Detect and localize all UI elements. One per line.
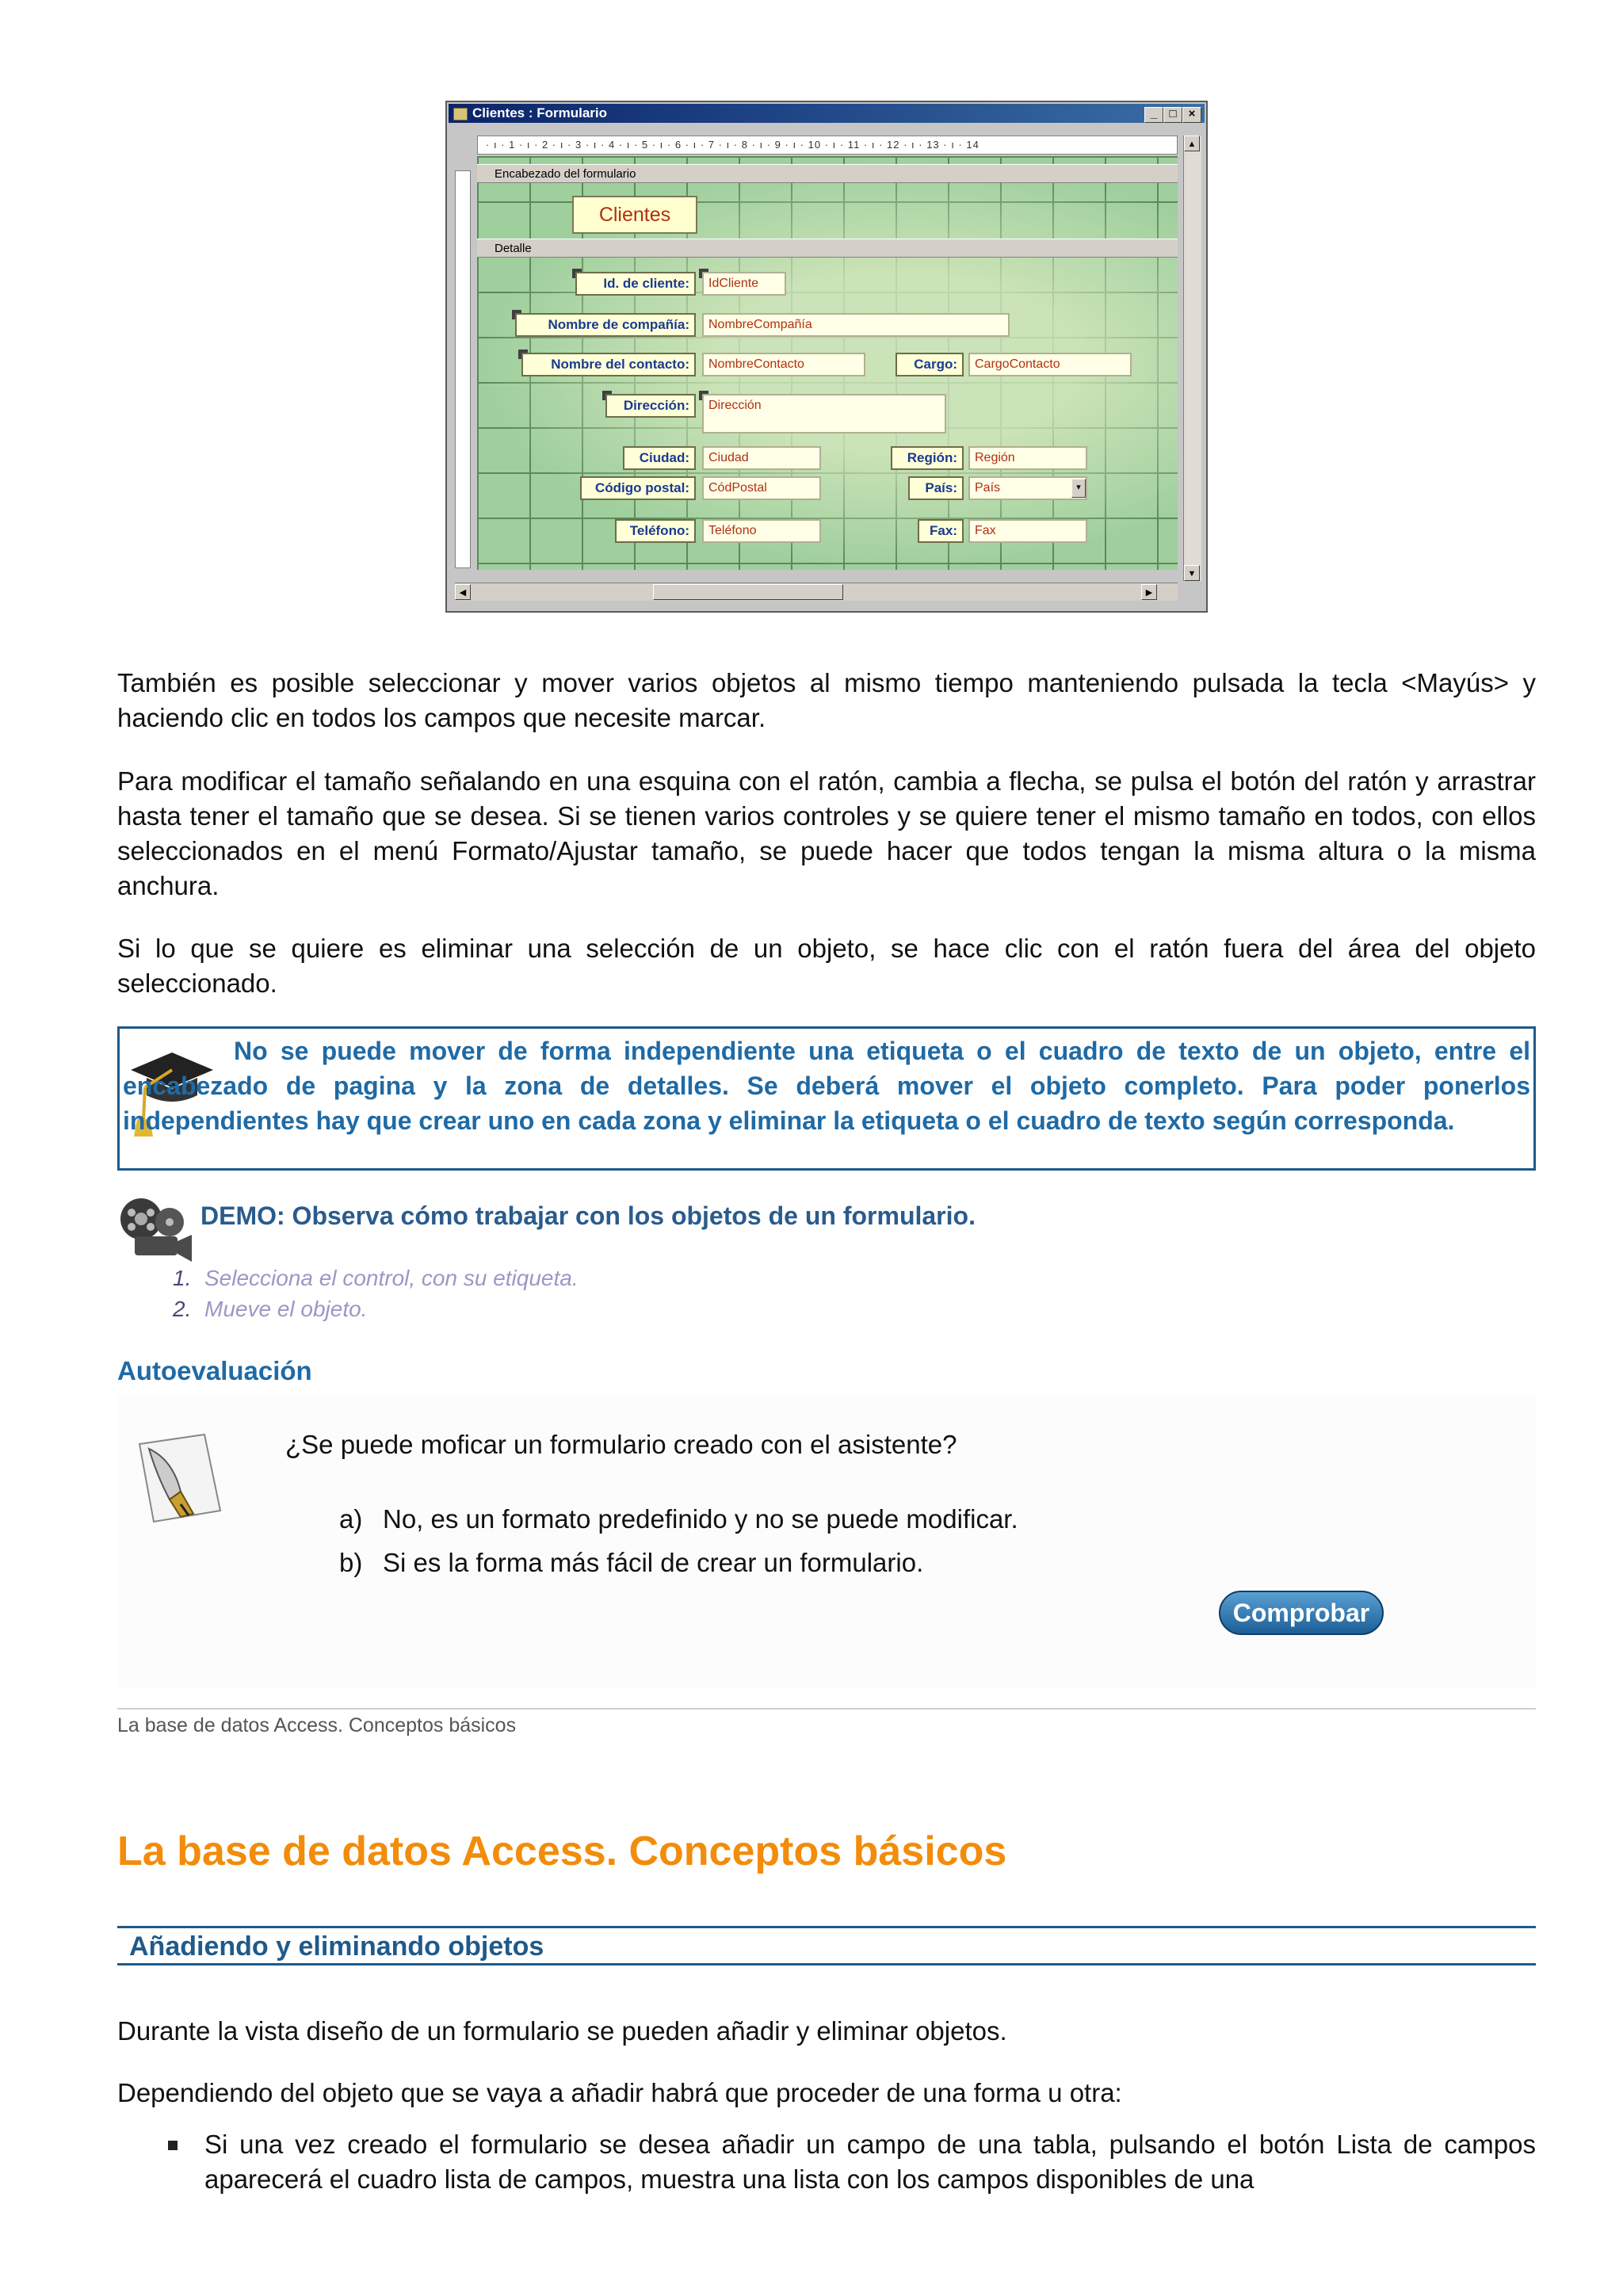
textbox-direccion[interactable]: Dirección xyxy=(702,394,946,434)
comprobar-button[interactable]: Comprobar xyxy=(1219,1591,1384,1635)
step-number: 2. xyxy=(173,1297,192,1321)
option-text: No, es un formato predefinido y no se puede modificar. xyxy=(383,1504,1018,1534)
page-footer: La base de datos Access. Conceptos básicos xyxy=(117,1714,517,1736)
paragraph-resize: Para modificar el tamaño señalando en una esquina con el ratón, cambia a flecha, se pulsa el botón del ratón y arrastrar hasta tener el tamaño que se desea. Si se tienen varios controles y se quiere tener el mismo tamaño en todos, con ellos seleccionados en el menú Formato/Ajustar tamaño, se puede hacer que todos tengan la misma altura o la misma anchura. xyxy=(117,766,1536,900)
textbox-id-cliente[interactable]: IdCliente xyxy=(702,272,786,296)
paragraph-depends: Dependiendo del objeto que se vaya a añadir habrá que proceder de una forma u otra: xyxy=(117,2078,1122,2107)
option-text: Si es la forma más fácil de crear un formulario. xyxy=(383,1548,924,1577)
note-text: No se puede mover de forma independiente una etiqueta o el cuadro de texto de un objeto, entre el encabezado de pagina y la zona de detalles. Se deberá mover el objeto completo. Para poder ponerlos independientes hay que crear uno en cada zona y eliminar la etiqueta o el cuadro de texto según corresponda. xyxy=(123,1037,1530,1135)
textbox-telefono[interactable]: Teléfono xyxy=(702,519,821,543)
label-nombre-contacto[interactable]: Nombre del contacto: xyxy=(521,353,696,376)
bullet-icon xyxy=(168,2141,178,2150)
textbox-region[interactable]: Región xyxy=(968,446,1087,470)
step-text: Mueve el objeto. xyxy=(204,1297,368,1321)
paragraph-deselect: Si lo que se quiere es eliminar una selección de un objeto, se hace clic con el ratón fuera del área del objeto seleccionado. xyxy=(117,934,1536,998)
horizontal-scrollbar[interactable] xyxy=(455,583,1178,601)
textbox-fax[interactable]: Fax xyxy=(968,519,1087,543)
label-direccion[interactable]: Dirección: xyxy=(605,394,696,418)
chevron-down-icon[interactable]: ▾ xyxy=(1071,479,1086,498)
answer-option-b[interactable] xyxy=(339,1548,923,1578)
page-title: La base de datos Access. Conceptos básicos xyxy=(117,1828,1007,1874)
step-text: Selecciona el control, con su etiqueta. xyxy=(204,1266,579,1290)
label-nombre-compania[interactable]: Nombre de compañía: xyxy=(515,313,696,337)
textbox-ciudad[interactable]: Ciudad xyxy=(702,446,821,470)
paragraph-intro: Durante la vista diseño de un formulario se pueden añadir y eliminar objetos. xyxy=(117,2016,1007,2046)
label-cargo[interactable]: Cargo: xyxy=(896,353,964,376)
band-detail[interactable]: Detalle xyxy=(477,239,1178,258)
film-reel-icon xyxy=(117,1195,193,1266)
footer-divider xyxy=(117,1708,1536,1710)
section-title: Añadiendo y eliminando objetos xyxy=(129,1931,544,1962)
quill-pen-icon xyxy=(125,1428,228,1526)
label-codigo-postal[interactable]: Código postal: xyxy=(580,476,696,500)
textbox-cargo[interactable]: CargoContacto xyxy=(968,353,1132,376)
vertical-ruler xyxy=(455,170,471,568)
form-design-screenshot xyxy=(445,101,1208,613)
autoevaluacion-heading: Autoevaluación xyxy=(117,1356,312,1385)
label-id-cliente[interactable]: Id. de cliente: xyxy=(575,272,696,296)
textbox-nombre-compania[interactable]: NombreCompañía xyxy=(702,313,1010,337)
scroll-right-icon[interactable]: ▶ xyxy=(1141,584,1157,600)
form-window-icon xyxy=(453,108,468,120)
label-region[interactable]: Región: xyxy=(891,446,964,470)
scroll-down-icon[interactable]: ▼ xyxy=(1184,565,1200,581)
section-rule-top xyxy=(117,1926,1536,1928)
list-item xyxy=(173,1263,579,1293)
scroll-up-icon[interactable]: ▲ xyxy=(1184,136,1200,151)
label-fax[interactable]: Fax: xyxy=(918,519,964,543)
option-letter: a) xyxy=(339,1504,363,1534)
demo-steps-list xyxy=(173,1263,579,1324)
label-telefono[interactable]: Teléfono: xyxy=(615,519,696,543)
window-title-bar xyxy=(449,104,1205,123)
bullet-item-text: Si una vez creado el formulario se desea añadir un campo de una tabla, pulsando el botón Lista de campos aparecerá el cuadro lista de campos, muestra una lista con los campos disponibles de una xyxy=(204,2130,1536,2194)
textbox-codigo-postal[interactable]: CódPostal xyxy=(702,476,821,500)
list-item xyxy=(173,1293,579,1324)
section-rule-bottom xyxy=(117,1963,1536,1966)
horizontal-ruler: · ı · 1 · ı · 2 · ı · 3 · ı · 4 · ı · 5 · ı · 6 · ı · 7 · ı · 8 · ı · 9 · ı · 10 · ı · 11 · ı · 12 · ı · 13 · ı · 14 xyxy=(477,136,1178,155)
scroll-thumb[interactable] xyxy=(653,584,843,600)
minimize-button[interactable]: _ xyxy=(1144,107,1163,123)
close-button[interactable]: × xyxy=(1182,107,1201,123)
paragraph-multi-select: También es posible seleccionar y mover varios objetos al mismo tiempo manteniendo pulsada la tecla <Mayús> y haciendo clic en todos los campos que necesite marcar. xyxy=(117,668,1536,732)
combo-pais[interactable]: País xyxy=(968,476,1087,500)
textbox-nombre-contacto[interactable]: NombreContacto xyxy=(702,353,865,376)
scroll-left-icon[interactable]: ◀ xyxy=(455,584,471,600)
vertical-scrollbar[interactable] xyxy=(1183,136,1201,581)
question-text: ¿Se puede moficar un formulario creado con el asistente? xyxy=(285,1430,957,1459)
answer-option-a[interactable] xyxy=(339,1504,1018,1534)
form-title-label[interactable]: Clientes xyxy=(572,196,697,234)
note-box xyxy=(117,1026,1536,1171)
label-pais[interactable]: País: xyxy=(908,476,964,500)
demo-link[interactable]: DEMO: Observa cómo trabajar con los objetos de un formulario. xyxy=(200,1201,976,1230)
band-form-header[interactable]: Encabezado del formulario xyxy=(477,164,1178,183)
option-letter: b) xyxy=(339,1548,363,1577)
step-number: 1. xyxy=(173,1266,192,1290)
maximize-button[interactable]: □ xyxy=(1163,107,1182,123)
label-ciudad[interactable]: Ciudad: xyxy=(623,446,696,470)
window-title: Clientes : Formulario xyxy=(472,105,608,120)
